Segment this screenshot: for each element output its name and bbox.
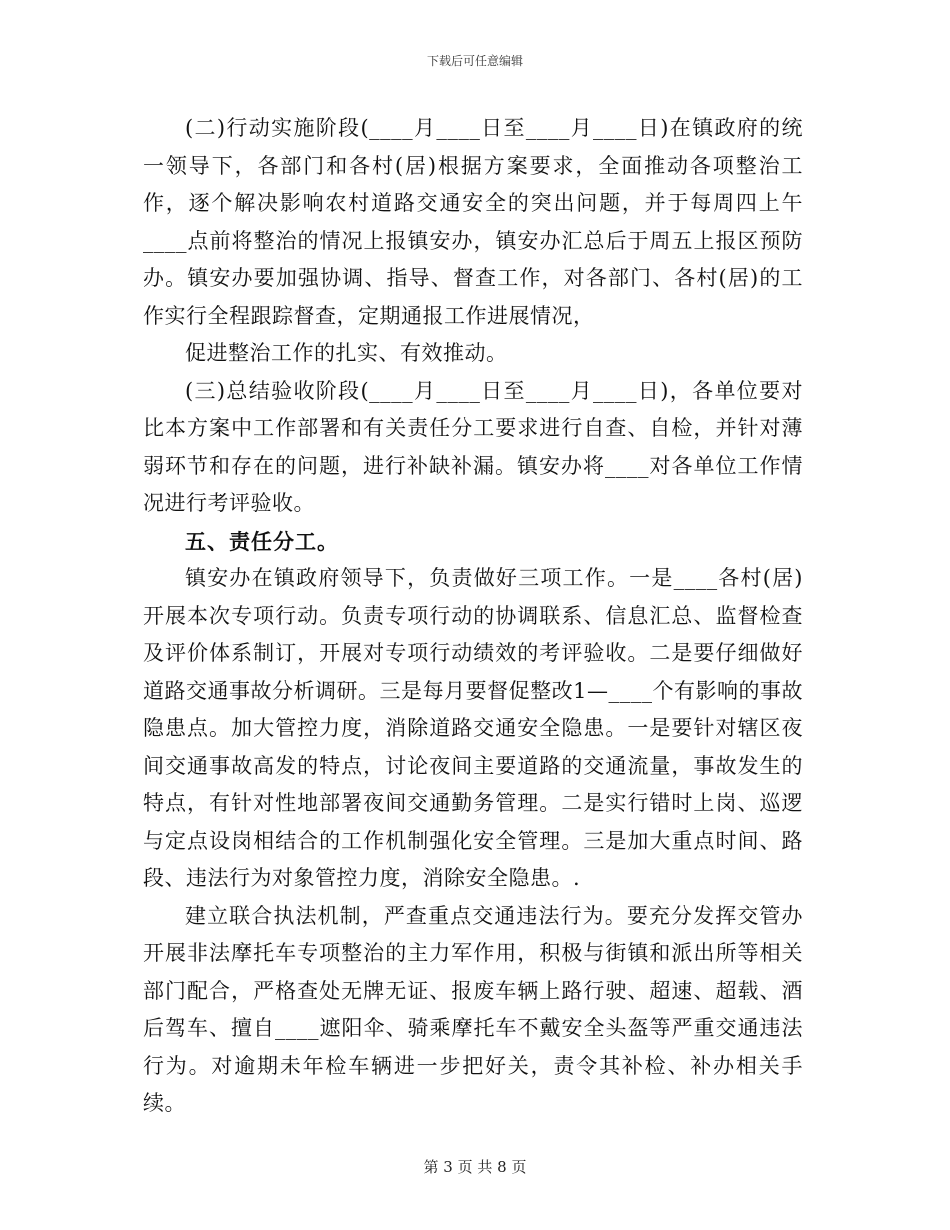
paragraph-action-phase: (二)行动实施阶段(____月____日至____月____日)在镇政府的统一领导下，各部门和各村(居)根据方案要求，全面推动各项整治工作，逐个解决影响农村道路交通安全的突出问题，并于每周四上午____点前将整治的情况上报镇安办，镇安办汇总后于周五上报区预防办。镇安办要加强协调、指导、督查工作，对各部门、各村(居)的工作实行全程跟踪督查，定期通报工作进展情况， xyxy=(143,116,803,328)
page-header: 下载后可任意编辑 xyxy=(426,54,523,68)
paragraph-promote-rectification: 促进整治工作的扎实、有效推动。 xyxy=(185,341,508,365)
document-body xyxy=(143,110,803,1123)
page-number-footer: 第 3 页 共 8 页 xyxy=(423,1158,527,1176)
paragraph-safety-office-duties: 镇安办在镇政府领导下，负责做好三项工作。一是____各村(居)开展本次专项行动。负责专项行动的协调联系、信息汇总、监督检查及评价体系制订，开展对专项行动绩效的考评验收。二是要仔细做好道路交通事故分析调研。三是每月要督促整改1—____个有影响的事故隐患点。加大管控力度，消除道路交通安全隐患。一是要针对辖区夜间交通事故高发的特点，讨论夜间主要道路的交通流量，事故发生的特点，有针对性地部署夜间交通勤务管理。二是实行错时上岗、巡逻与定点设岗相结合的工作机制强化安全管理。三是加大重点时间、路段、违法行为对象管控力度，消除安全隐患。. xyxy=(143,566,803,890)
section-heading-responsibilities: 五、责任分工。 xyxy=(185,528,339,554)
paragraph-summary-phase: (三)总结验收阶段(____月____日至____月____日)，各单位要对比本方案中工作部署和有关责任分工要求进行自查、自检，并针对薄弱环节和存在的问题，进行补缺补漏。镇安办将____对各单位工作情况进行考评验收。 xyxy=(143,378,803,515)
paragraph-joint-enforcement: 建立联合执法机制，严查重点交通违法行为。要充分发挥交管办开展非法摩托车专项整治的主力军作用，积极与街镇和派出所等相关部门配合，严格查处无牌无证、报废车辆上路行驶、超速、超载、酒后驾车、擅自____遮阳伞、骑乘摩托车不戴安全头盔等严重交通违法行为。对逾期未年检车辆进一步把好关，责令其补检、补办相关手续。 xyxy=(143,903,803,1115)
